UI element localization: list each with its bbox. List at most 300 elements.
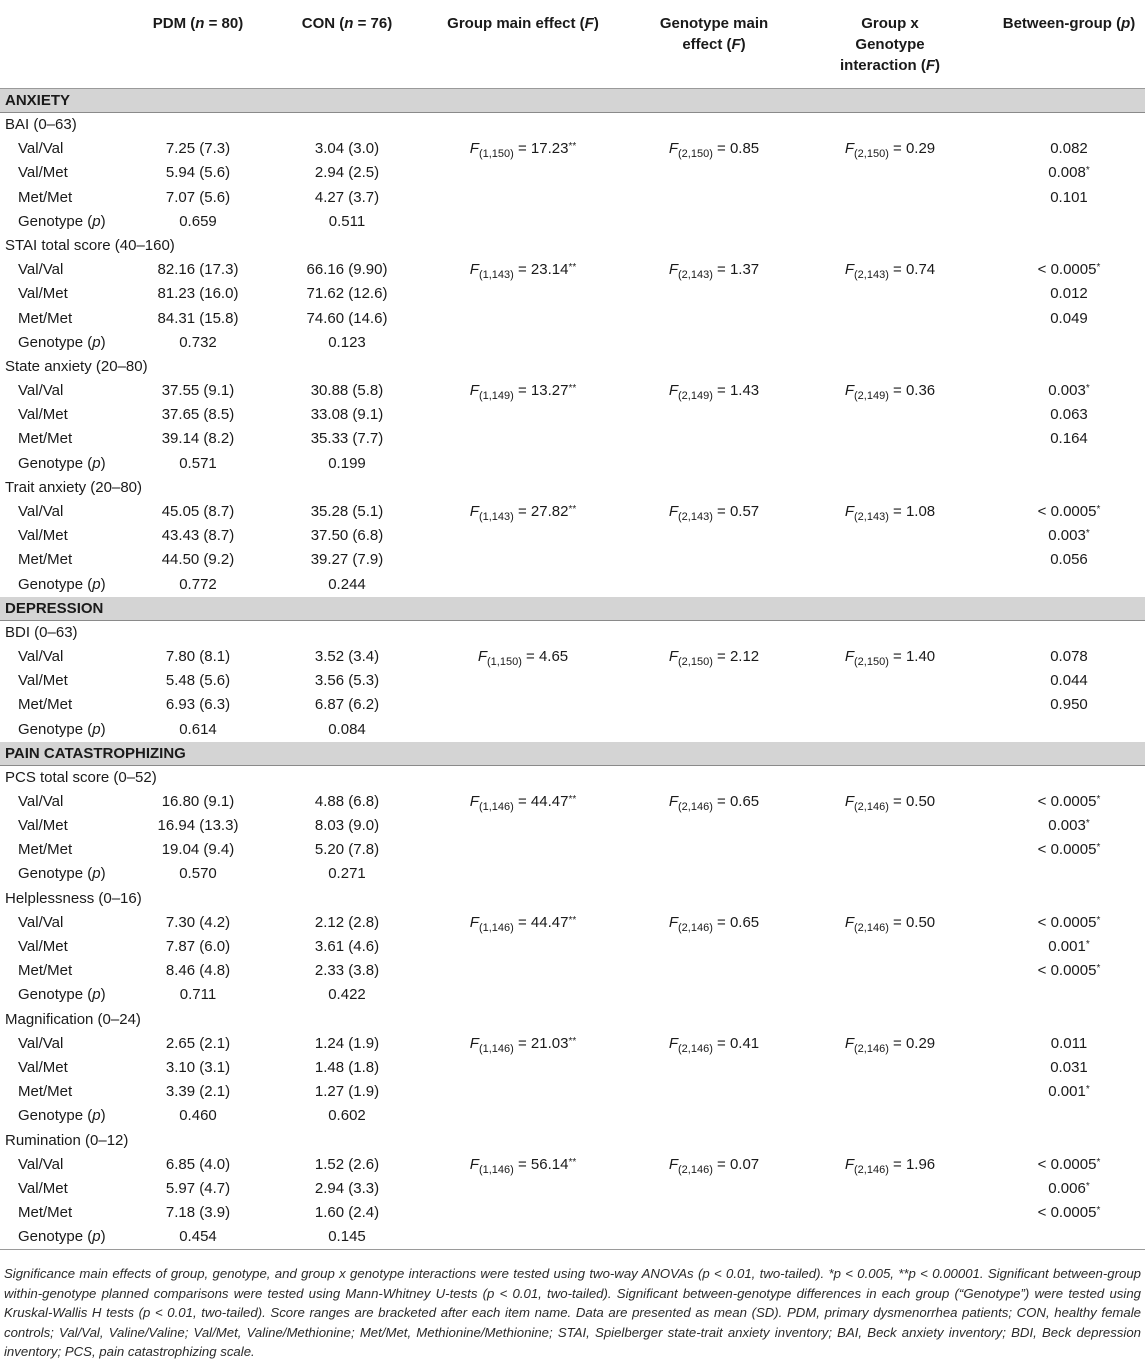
df-subscript: (2,150): [678, 655, 713, 668]
pdm-value: 7.25 (7.3): [165, 140, 231, 158]
genotype-effect: [631, 137, 797, 162]
pdm-value: 7.80 (8.1): [165, 647, 231, 665]
significance-mark: *: [1096, 1205, 1101, 1217]
f-letter: F: [668, 792, 678, 810]
between-group-p: [998, 500, 1140, 526]
con-value: 74.60 (14.6): [306, 309, 388, 327]
significance-mark: *: [1085, 528, 1090, 540]
table-row: [0, 403, 1145, 427]
f-value: = 1.08: [888, 503, 936, 520]
f-value: = 0.07: [712, 1155, 760, 1173]
interaction-effect: [812, 645, 968, 670]
genotype-effect: [631, 790, 797, 815]
significance-mark: *: [1085, 165, 1090, 177]
significance-mark: **: [568, 504, 577, 515]
label-text: ): [100, 865, 106, 883]
between-group-p: [998, 379, 1140, 405]
con-value: 3.52 (3.4): [314, 647, 380, 665]
df-subscript: (2,149): [678, 390, 713, 403]
f-letter: F: [844, 140, 854, 158]
f-letter: F: [469, 261, 479, 279]
significance-mark: **: [568, 383, 577, 395]
pdm-value: 3.39 (2.1): [165, 1083, 231, 1101]
con-genotype-p: 0.145: [328, 1228, 366, 1246]
between-group-p: [998, 1153, 1140, 1179]
group-effect: [425, 790, 621, 816]
genotype-label: Val/Val: [18, 1034, 64, 1052]
df-subscript: (2,150): [854, 655, 889, 668]
con-value: 37.50 (6.8): [310, 527, 384, 545]
con-value: 2.33 (3.8): [314, 962, 380, 980]
table-row: [0, 524, 1145, 548]
f-letter: F: [668, 913, 678, 931]
genotype-label: Val/Val: [18, 382, 64, 400]
header-con: CON (n = 76): [301, 15, 393, 32]
between-group-p: [998, 524, 1140, 550]
genotype-p-label: [18, 573, 106, 597]
table-row: [0, 790, 1145, 814]
table-row: [0, 282, 1145, 306]
pdm-value: 7.18 (3.9): [165, 1204, 231, 1222]
between-group-p: [998, 693, 1140, 719]
f-value: = 27.82: [513, 503, 569, 520]
table-row: [0, 911, 1145, 935]
pdm-value: 45.05 (8.7): [161, 503, 235, 520]
f-letter: F: [668, 382, 678, 400]
pdm-value: 8.46 (4.8): [165, 962, 231, 980]
interaction-effect: [812, 137, 968, 162]
header-between-group: Between-group (p): [1002, 15, 1136, 32]
table-row: [0, 307, 1145, 331]
table-row: [0, 1032, 1145, 1056]
genotype-effect: [631, 645, 797, 670]
df-subscript: (1,150): [478, 148, 514, 161]
genotype-label: Met/Met: [18, 1204, 73, 1222]
df-subscript: (2,146): [854, 1163, 889, 1176]
between-group-p: [998, 645, 1140, 671]
significance-mark: *: [1096, 1156, 1101, 1168]
label-text: Genotype (: [18, 986, 93, 1004]
p-value: < 0.0005: [1037, 1155, 1097, 1173]
p-value: 0.003: [1048, 382, 1086, 400]
p-value: < 0.0005: [1037, 841, 1097, 859]
item-row: [0, 887, 1145, 911]
f-letter: F: [844, 1155, 854, 1173]
f-value: = 44.47: [513, 792, 569, 810]
interaction-effect: [812, 379, 968, 404]
f-letter: F: [844, 261, 854, 279]
f-value: = 0.50: [888, 913, 936, 931]
f-letter: F: [469, 503, 479, 520]
genotype-label: Val/Val: [18, 140, 64, 158]
label-text: ): [100, 720, 106, 738]
genotype-p-label: [18, 862, 106, 886]
significance-mark: *: [1096, 262, 1101, 274]
table-row: [0, 645, 1145, 669]
genotype-p-label: [18, 718, 106, 742]
genotype-label: Met/Met: [18, 1083, 73, 1101]
df-subscript: (2,149): [854, 390, 889, 403]
genotype-label: Val/Met: [18, 1179, 68, 1197]
f-letter: F: [844, 792, 854, 810]
pdm-value: 43.43 (8.7): [161, 527, 235, 545]
f-value: = 0.65: [712, 913, 760, 931]
p-value: < 0.0005: [1037, 792, 1097, 810]
df-subscript: (2,150): [854, 148, 889, 161]
pdm-value: 37.55 (9.1): [161, 382, 235, 400]
df-subscript: (1,143): [478, 269, 514, 282]
pdm-genotype-p: 0.732: [179, 333, 217, 351]
pdm-value: 37.65 (8.5): [161, 406, 235, 424]
item-row: [0, 234, 1145, 258]
p-value: < 0.0005: [1037, 261, 1097, 279]
label-text: Genotype (: [18, 720, 93, 738]
label-text: ): [100, 1107, 106, 1125]
p-value: 0.950: [1050, 696, 1088, 714]
genotype-label: Met/Met: [18, 188, 73, 206]
table-row: [0, 1201, 1145, 1225]
f-value: = 0.36: [888, 382, 936, 400]
f-value: = 2.12: [712, 647, 760, 665]
table-header: [0, 0, 1145, 89]
label-text: ): [100, 212, 106, 230]
df-subscript: (1,143): [478, 511, 514, 523]
f-value: = 0.29: [888, 140, 936, 158]
item-name: Trait anxiety (20–80): [5, 478, 143, 496]
table-row: [0, 258, 1145, 282]
p-value: 0.001: [1048, 1083, 1086, 1101]
con-value: 35.28 (5.1): [310, 503, 384, 520]
p-value: 0.003: [1048, 527, 1086, 545]
f-value: = 0.50: [888, 792, 936, 810]
label-p: p: [92, 720, 101, 738]
pdm-value: 7.87 (6.0): [165, 938, 231, 955]
between-group-p: [998, 427, 1140, 453]
between-group-p: [998, 1032, 1140, 1058]
table-row: [0, 548, 1145, 572]
interaction-effect: [812, 1032, 968, 1057]
con-value: 2.94 (3.3): [314, 1179, 380, 1197]
f-letter: F: [469, 913, 479, 931]
f-letter: F: [668, 1034, 678, 1052]
table-row: [0, 427, 1145, 451]
df-subscript: (2,146): [854, 1042, 889, 1055]
genotype-label: Val/Met: [18, 817, 68, 835]
f-letter: F: [668, 140, 678, 158]
f-value: = 56.14: [513, 1155, 569, 1173]
f-value: = 17.23: [513, 140, 569, 158]
genotype-label: Val/Val: [18, 503, 64, 520]
genotype-p-row: [0, 983, 1145, 1007]
con-value: 3.04 (3.0): [314, 140, 380, 158]
genotype-p-row: [0, 210, 1145, 234]
genotype-effect: [631, 500, 797, 525]
significance-mark: *: [1096, 842, 1101, 854]
genotype-label: Met/Met: [18, 962, 73, 980]
interaction-effect: [812, 500, 968, 525]
genotype-label: Val/Met: [18, 1058, 68, 1076]
header-genotype-main-effect: Genotype main effect (F): [659, 15, 769, 53]
genotype-effect: [631, 1032, 797, 1057]
genotype-label: Met/Met: [18, 841, 73, 859]
table-row: [0, 1153, 1145, 1177]
pdm-value: 6.93 (6.3): [165, 696, 231, 714]
table-row: [0, 161, 1145, 185]
table-row: [0, 935, 1145, 959]
between-group-p: [998, 669, 1140, 695]
item-name: Helplessness (0–16): [5, 889, 142, 907]
between-group-p: [998, 137, 1140, 163]
item-name: State anxiety (20–80): [5, 357, 148, 375]
pdm-value: 39.14 (8.2): [161, 430, 235, 448]
df-subscript: (2,143): [678, 269, 713, 282]
item-name: STAI total score (40–160): [5, 236, 175, 254]
f-letter: F: [844, 647, 854, 665]
significance-mark: *: [1085, 1180, 1090, 1192]
con-genotype-p: 0.511: [328, 212, 366, 230]
pdm-genotype-p: 0.571: [179, 454, 217, 472]
df-subscript: (2,146): [678, 800, 713, 813]
pdm-genotype-p: 0.614: [179, 720, 217, 738]
df-subscript: (1,149): [478, 390, 514, 403]
label-text: Genotype (: [18, 865, 93, 883]
pdm-value: 16.80 (9.1): [161, 792, 235, 810]
f-value: = 23.14: [513, 261, 569, 279]
section-header: PAIN CATASTROPHIZING: [0, 742, 1145, 766]
label-text: ): [100, 575, 106, 593]
f-letter: F: [668, 647, 678, 665]
interaction-effect: [812, 1153, 968, 1178]
df-subscript: (1,146): [478, 1163, 514, 1176]
genotype-p-label: [18, 1104, 106, 1128]
con-genotype-p: 0.422: [328, 986, 366, 1004]
table-row: [0, 693, 1145, 717]
p-value: 0.012: [1050, 285, 1088, 303]
f-value: = 21.03: [513, 1034, 569, 1052]
label-p: p: [92, 865, 101, 883]
genotype-label: Val/Val: [18, 1155, 64, 1173]
f-value: = 1.40: [888, 647, 936, 665]
genotype-label: Val/Met: [18, 164, 68, 182]
label-text: ): [100, 454, 106, 472]
significance-mark: **: [568, 262, 577, 274]
between-group-p: [998, 1056, 1140, 1082]
section-header: ANXIETY: [0, 89, 1145, 113]
genotype-label: Val/Met: [18, 285, 68, 303]
group-effect: [425, 1032, 621, 1058]
genotype-p-label: [18, 331, 106, 355]
p-value: 0.001: [1048, 938, 1086, 955]
con-value: 4.88 (6.8): [314, 792, 380, 810]
between-group-p: [998, 911, 1140, 937]
f-value: = 4.65: [521, 647, 569, 665]
item-name: BAI (0–63): [5, 116, 77, 133]
table-row: [0, 1080, 1145, 1104]
pdm-value: 7.30 (4.2): [165, 913, 231, 931]
item-row: [0, 766, 1145, 790]
genotype-label: Val/Met: [18, 672, 68, 690]
con-genotype-p: 0.123: [328, 333, 366, 351]
item-row: [0, 1008, 1145, 1032]
genotype-label: Val/Val: [18, 261, 64, 279]
between-group-p: [998, 790, 1140, 816]
con-value: 4.27 (3.7): [314, 188, 380, 206]
con-genotype-p: 0.271: [328, 865, 366, 883]
f-letter: F: [844, 913, 854, 931]
con-value: 1.27 (1.9): [314, 1083, 380, 1101]
label-p: p: [92, 1228, 101, 1246]
significance-mark: *: [1096, 504, 1101, 515]
table-row: [0, 838, 1145, 862]
f-value: = 0.85: [712, 140, 760, 158]
df-subscript: (2,146): [678, 1163, 713, 1176]
genotype-p-label: [18, 452, 106, 476]
con-value: 5.20 (7.8): [314, 841, 380, 859]
genotype-p-row: [0, 452, 1145, 476]
con-genotype-p: 0.199: [328, 454, 366, 472]
pdm-value: 7.07 (5.6): [165, 188, 231, 206]
item-row: [0, 476, 1145, 500]
df-subscript: (1,146): [478, 1042, 514, 1055]
con-value: 71.62 (12.6): [306, 285, 388, 303]
con-genotype-p: 0.602: [328, 1107, 366, 1125]
con-value: 2.12 (2.8): [314, 913, 380, 931]
df-subscript: (2,150): [678, 148, 713, 161]
f-value: = 0.65: [712, 792, 760, 810]
df-subscript: (2,146): [678, 921, 713, 934]
pdm-genotype-p: 0.772: [179, 575, 217, 593]
p-value: 0.056: [1050, 551, 1088, 569]
p-value: 0.164: [1050, 430, 1088, 448]
genotype-label: Val/Val: [18, 647, 64, 665]
header-group-main-effect: Group main effect (F): [447, 15, 599, 32]
between-group-p: [998, 186, 1140, 212]
label-text: Genotype (: [18, 454, 93, 472]
table-row: [0, 1177, 1145, 1201]
between-group-p: [998, 935, 1140, 961]
f-letter: F: [469, 140, 479, 158]
pdm-genotype-p: 0.570: [179, 865, 217, 883]
f-letter: F: [844, 382, 854, 400]
con-value: 2.94 (2.5): [314, 164, 380, 182]
significance-mark: *: [1096, 963, 1101, 975]
genotype-p-label: [18, 210, 106, 234]
group-effect: [425, 500, 621, 526]
df-subscript: (1,146): [478, 921, 514, 934]
between-group-p: [998, 814, 1140, 840]
genotype-p-row: [0, 1104, 1145, 1128]
con-value: 8.03 (9.0): [314, 817, 380, 835]
f-letter: F: [477, 647, 487, 665]
p-value: 0.006: [1048, 1179, 1086, 1197]
significance-mark: *: [1085, 383, 1090, 395]
pdm-value: 81.23 (16.0): [157, 285, 239, 303]
group-effect: [425, 1153, 621, 1179]
label-text: Genotype (: [18, 575, 93, 593]
genotype-label: Met/Met: [18, 551, 73, 569]
f-letter: F: [668, 261, 678, 279]
table-row: [0, 186, 1145, 210]
item-row: [0, 621, 1145, 645]
section-header: DEPRESSION: [0, 597, 1145, 621]
significance-mark: *: [1085, 818, 1090, 830]
f-letter: F: [668, 1155, 678, 1173]
significance-mark: **: [568, 1035, 577, 1047]
table-row: [0, 379, 1145, 403]
label-text: ): [100, 333, 106, 351]
table-row: [0, 500, 1145, 524]
table-row: [0, 669, 1145, 693]
significance-mark: **: [568, 1156, 577, 1168]
significance-mark: *: [1085, 1084, 1090, 1096]
f-letter: F: [469, 792, 479, 810]
p-value: < 0.0005: [1037, 913, 1097, 931]
con-value: 3.61 (4.6): [314, 938, 380, 955]
between-group-p: [998, 307, 1140, 333]
between-group-p: [998, 838, 1140, 864]
f-value: = 44.47: [513, 913, 569, 931]
p-value: 0.031: [1050, 1058, 1088, 1076]
between-group-p: [998, 548, 1140, 574]
genotype-label: Val/Met: [18, 527, 68, 545]
interaction-effect: [812, 911, 968, 936]
table-row: [0, 814, 1145, 838]
con-value: 39.27 (7.9): [310, 551, 384, 569]
genotype-label: Val/Val: [18, 913, 64, 931]
f-value: = 1.37: [712, 261, 760, 279]
genotype-p-row: [0, 718, 1145, 742]
label-text: Genotype (: [18, 333, 93, 351]
genotype-effect: [631, 258, 797, 283]
df-subscript: (2,143): [854, 269, 889, 282]
p-value: 0.003: [1048, 817, 1086, 835]
genotype-label: Met/Met: [18, 696, 73, 714]
between-group-p: [998, 1177, 1140, 1203]
significance-mark: *: [1085, 939, 1090, 950]
interaction-effect: [812, 258, 968, 283]
genotype-p-row: [0, 331, 1145, 355]
label-p: p: [92, 1107, 101, 1125]
label-text: Genotype (: [18, 1107, 93, 1125]
interaction-effect: [812, 790, 968, 815]
f-value: = 1.43: [712, 382, 760, 400]
label-p: p: [92, 333, 101, 351]
label-text: ): [100, 986, 106, 1004]
f-letter: F: [844, 503, 854, 520]
label-text: ): [100, 1228, 106, 1246]
item-row: [0, 113, 1145, 137]
f-letter: F: [469, 1155, 479, 1173]
con-value: 3.56 (5.3): [314, 672, 380, 690]
label-p: p: [92, 986, 101, 1004]
label-text: Genotype (: [18, 212, 93, 230]
between-group-p: [998, 258, 1140, 284]
p-value: 0.078: [1050, 647, 1088, 665]
df-subscript: (2,146): [678, 1042, 713, 1055]
pdm-genotype-p: 0.711: [179, 986, 217, 1004]
group-effect: [425, 379, 621, 405]
table-body: [0, 89, 1145, 1250]
con-value: 35.33 (7.7): [310, 430, 384, 448]
header-interaction: Group x Genotype interaction (F): [839, 15, 940, 74]
between-group-p: [998, 403, 1140, 429]
con-value: 66.16 (9.90): [306, 261, 388, 279]
f-letter: F: [469, 382, 479, 400]
between-group-p: [998, 161, 1140, 187]
p-value: < 0.0005: [1037, 503, 1097, 520]
p-value: 0.101: [1050, 188, 1088, 206]
label-p: p: [92, 454, 101, 472]
